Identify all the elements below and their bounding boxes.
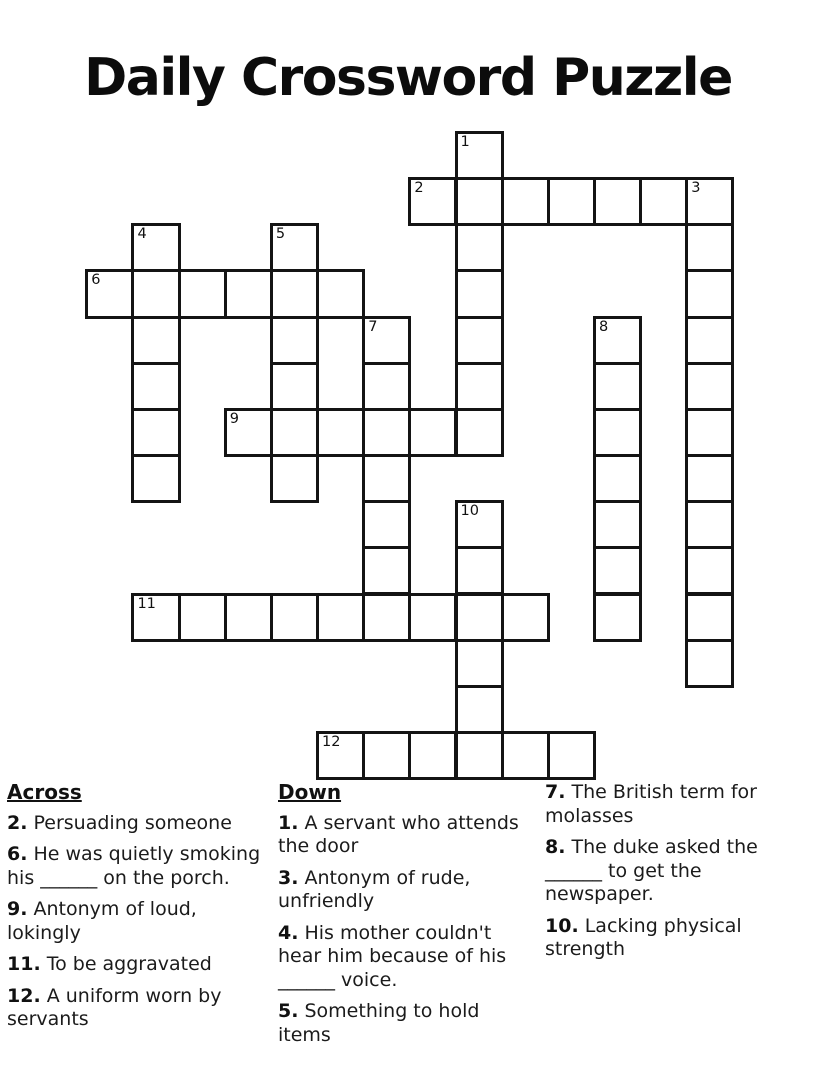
grid-cell[interactable] [455, 639, 504, 688]
cell-number: 7 [368, 318, 378, 335]
grid-cell[interactable] [455, 731, 504, 780]
clue-number: 7. [545, 781, 566, 803]
grid-cell[interactable] [408, 593, 457, 642]
grid-cell[interactable] [455, 223, 504, 272]
clue-number: 4. [278, 921, 299, 944]
clue-number: 10. [545, 914, 579, 937]
grid-cell[interactable] [639, 177, 688, 226]
grid-cell[interactable] [685, 223, 734, 272]
grid-cell[interactable] [270, 408, 319, 457]
grid-cell[interactable] [131, 362, 180, 411]
grid-cell[interactable] [270, 223, 319, 272]
grid-cell[interactable] [685, 269, 734, 318]
grid-cell[interactable] [131, 316, 180, 365]
clue-number: 3. [278, 866, 299, 889]
across-heading: Across [7, 780, 82, 804]
grid-cell[interactable] [547, 177, 596, 226]
grid-cell[interactable] [178, 269, 227, 318]
cell-number: 1 [460, 134, 470, 150]
grid-cell[interactable] [224, 269, 273, 318]
down-clue-list-continued [545, 781, 788, 962]
grid-cell[interactable] [455, 131, 504, 180]
cell-number: 8 [598, 318, 609, 335]
grid-cell[interactable] [270, 316, 319, 365]
grid-cell[interactable] [178, 593, 227, 642]
grid-cell[interactable] [131, 269, 180, 318]
grid-cell[interactable] [131, 223, 180, 272]
down-heading: Down [278, 780, 342, 804]
grid-cell[interactable] [224, 408, 273, 457]
grid-cell[interactable] [131, 454, 180, 503]
clue-number: 12. [7, 984, 41, 1007]
clue-item: 3. Antonym of rude, unfriendly [278, 866, 471, 912]
grid-cell[interactable] [501, 593, 550, 642]
grid-cell[interactable] [455, 408, 504, 457]
clue-item: 2. Persuading someone [7, 811, 232, 834]
grid-cell[interactable] [362, 408, 411, 457]
grid-cell[interactable] [362, 500, 411, 549]
cell-number: 4 [137, 226, 147, 243]
cell-number: 3 [691, 180, 701, 197]
grid-cell[interactable] [224, 593, 273, 642]
grid-cell[interactable] [270, 362, 319, 411]
grid-cell[interactable] [593, 546, 642, 595]
grid-cell[interactable] [685, 639, 734, 688]
grid-cell[interactable] [593, 500, 642, 549]
grid-cell[interactable] [685, 454, 734, 503]
grid-cell[interactable] [685, 316, 734, 365]
cell-number: 10 [460, 503, 479, 520]
grid-cell[interactable] [685, 362, 734, 411]
grid-cell[interactable] [362, 593, 411, 642]
clue-number: 6. [7, 843, 28, 865]
grid-cell[interactable] [455, 685, 504, 734]
clue-item: 11. To be aggravated [7, 953, 212, 975]
grid-cell[interactable] [593, 408, 642, 457]
grid-cell[interactable] [131, 593, 180, 642]
grid-cell[interactable] [455, 177, 504, 226]
clue-item: 6. He was quietly smoking his ______ on the porch. [7, 843, 261, 889]
grid-cell[interactable] [362, 731, 411, 780]
grid-cell[interactable] [131, 408, 180, 457]
grid-cell[interactable] [593, 316, 642, 365]
across-clue-list [7, 812, 263, 1032]
grid-cell[interactable] [408, 731, 457, 780]
clue-number: 1. [278, 811, 299, 834]
grid-cell[interactable] [685, 408, 734, 457]
grid-cell[interactable] [685, 177, 734, 226]
grid-cell[interactable] [547, 731, 596, 780]
cell-number: 5 [275, 226, 286, 243]
cell-number: 9 [229, 410, 239, 427]
page-title: Daily Crossword Puzzle [84, 48, 732, 108]
grid-cell[interactable] [362, 546, 411, 595]
grid-cell[interactable] [270, 269, 319, 318]
grid-cell[interactable] [455, 269, 504, 318]
grid-cell[interactable] [270, 454, 319, 503]
clue-item: 4. His mother couldn't hear him because of his ______ voice. [278, 921, 507, 991]
clue-number: 2. [7, 811, 28, 834]
grid-cell[interactable] [408, 408, 457, 457]
grid-cell[interactable] [455, 593, 504, 642]
cell-number: 11 [137, 595, 156, 612]
clue-number: 8. [545, 836, 566, 858]
grid-cell[interactable] [455, 500, 504, 549]
down-clues-column [278, 781, 528, 1055]
grid-cell[interactable] [685, 593, 734, 642]
grid-cell[interactable] [685, 500, 734, 549]
down-clue-list [278, 812, 528, 1048]
grid-cell[interactable] [455, 546, 504, 595]
grid-cell[interactable] [501, 731, 550, 780]
grid-cell[interactable] [408, 177, 457, 226]
across-clues-column [7, 781, 263, 1040]
grid-cell[interactable] [85, 269, 134, 318]
clue-item: 10. Lacking physical strength [545, 914, 742, 960]
grid-cell[interactable] [362, 316, 411, 365]
clue-item: 9. Antonym of loud, lokingly [7, 898, 197, 944]
grid-cell[interactable] [316, 408, 365, 457]
cell-number: 2 [414, 180, 424, 197]
grid-cell[interactable] [593, 362, 642, 411]
grid-cell[interactable] [455, 362, 504, 411]
grid-cell[interactable] [316, 269, 365, 318]
cell-number: 12 [322, 733, 341, 750]
grid-cell[interactable] [455, 316, 504, 365]
clue-item: 8. The duke asked the ______ to get the newspaper. [545, 836, 758, 905]
clue-number: 9. [7, 898, 28, 920]
grid-cell[interactable] [316, 731, 365, 780]
grid-cell[interactable] [362, 454, 411, 503]
grid-cell[interactable] [270, 593, 319, 642]
grid-cell[interactable] [593, 177, 642, 226]
grid-cell[interactable] [316, 593, 365, 642]
clue-item: 1. A servant who attends the door [278, 811, 519, 857]
clue-number: 5. [278, 1000, 299, 1022]
clue-number: 11. [7, 953, 41, 975]
cell-number: 6 [91, 272, 101, 289]
grid-cell[interactable] [501, 177, 550, 226]
clue-item: 5. Something to hold items [278, 1000, 480, 1046]
clue-item: 7. The British term for molasses [545, 781, 757, 827]
grid-cell[interactable] [593, 593, 642, 642]
grid-cell[interactable] [685, 546, 734, 595]
grid-cell[interactable] [593, 454, 642, 503]
grid-cell[interactable] [362, 362, 411, 411]
clue-item: 12. A uniform worn by servants [7, 984, 222, 1030]
down-clues-continued-column [545, 781, 788, 970]
